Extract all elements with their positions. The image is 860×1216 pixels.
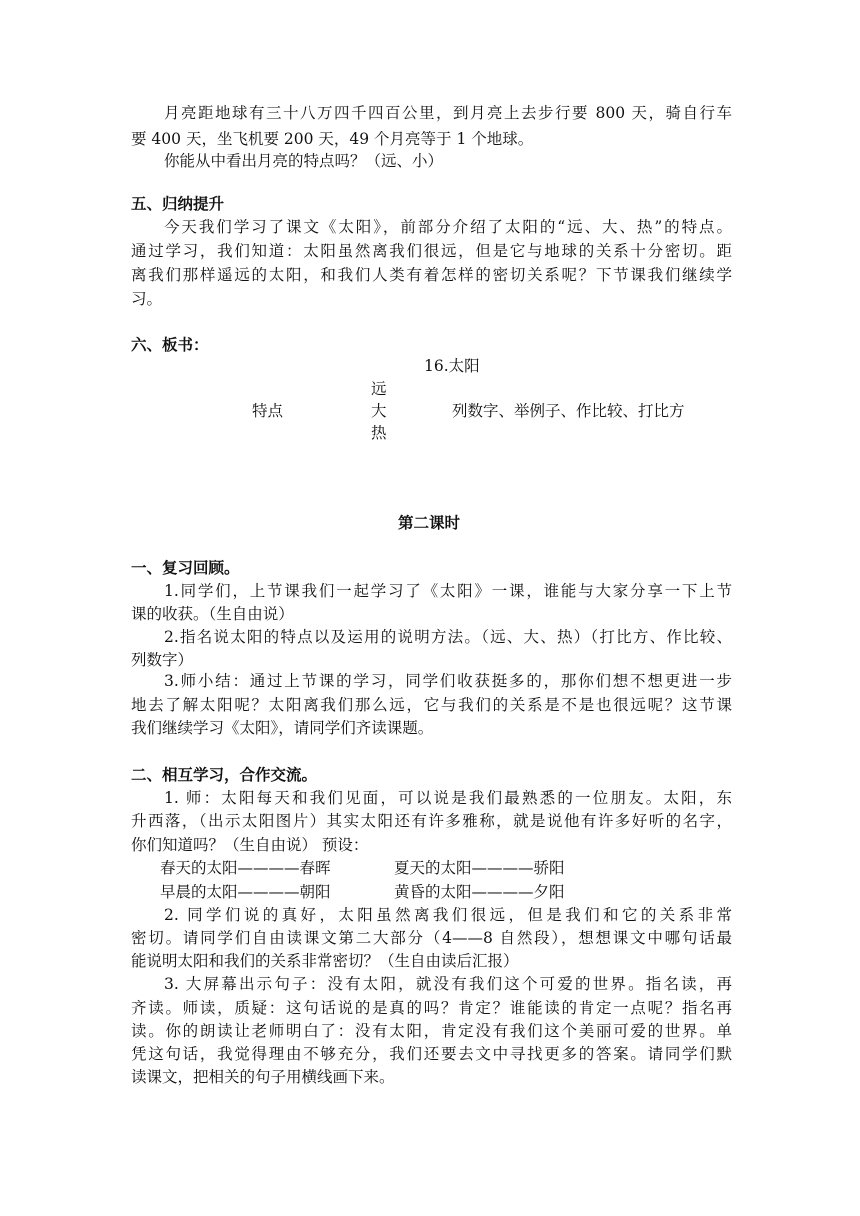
blackboard-item: 热 [371, 424, 387, 442]
paragraph-line: 月亮距地球有三十八万四千四百公里，到月亮上去步行要 800 天，骑自行车 [164, 104, 732, 122]
section-heading: 五、归纳提升 [131, 194, 225, 213]
paragraph-line: 你们知道吗？（生自由说） 预设： [131, 836, 369, 854]
name-pair: 黄昏的太阳————夕阳 [394, 883, 565, 901]
paragraph-line: 读课文，把相关的句子用横线画下来。 [131, 1068, 395, 1086]
paragraph-line: 课的收获。（生自由说） [131, 605, 294, 623]
blackboard-methods: 列数字、举例子、作比较、打比方 [452, 402, 685, 420]
paragraph-line: 1.同学们，上节课我们一起学习了《太阳》一课，谁能与大家分享一下上节 [164, 582, 732, 600]
name-pair: 春天的太阳————春晖 [160, 859, 331, 877]
paragraph-line: 地去了解太阳呢？太阳离我们那么远，它与我们的关系是不是也很远呢？这节课 [131, 696, 732, 714]
paragraph-line: 齐读。师读，质疑：这句话说的是真的吗？肯定？谁能读的肯定一点呢？指名再 [131, 999, 732, 1017]
blackboard-item: 远 [371, 380, 387, 398]
paragraph-line: 离我们那样遥远的太阳，和我们人类有着怎样的密切关系呢？下节课我们继续学 [131, 266, 732, 284]
paragraph-line: 今天我们学习了课文《太阳》，前部分介绍了太阳的“远、大、热”的特点。 [164, 218, 732, 236]
blackboard-label: 特点 [252, 402, 284, 420]
paragraph-line: 密切。请同学们自由读课文第二大部分（4——8 自然段），想想课文中哪句话最 [131, 929, 732, 947]
paragraph-line: 2. 同学们说的真好，太阳虽然离我们很远，但是我们和它的关系非常 [164, 906, 732, 924]
paragraph-line: 凭这句话，我觉得理由不够充分，我们还要去文中寻找更多的答案。请同学们默 [131, 1045, 732, 1063]
paragraph-line: 1. 师：太阳每天和我们见面，可以说是我们最熟悉的一位朋友。太阳，东 [164, 789, 732, 807]
paragraph-line: 要 400 天，坐飞机要 200 天，49 个月亮等于 1 个地球。 [131, 130, 534, 148]
paragraph-line: 你能从中看出月亮的特点吗？（远、小） [164, 152, 444, 170]
section-heading: 六、板书： [131, 335, 209, 354]
paragraph-line: 习。 [131, 290, 163, 308]
paragraph-line: 能说明太阳和我们的关系非常密切？（生自由读后汇报） [131, 952, 519, 970]
paragraph-line: 3.师小结：通过上节课的学习，同学们收获挺多的，那你们想不想更进一步 [164, 672, 732, 690]
name-pair: 早晨的太阳————朝阳 [160, 883, 331, 901]
paragraph-line: 列数字） [131, 651, 194, 669]
paragraph-line: 读。你的朗读让老师明白了：没有太阳，肯定没有我们这个美丽可爱的世界。单 [131, 1022, 732, 1040]
paragraph-line: 通过学习，我们知道：太阳虽然离我们很远，但是它与地球的关系十分密切。距 [131, 242, 732, 260]
blackboard-item: 大 [371, 402, 387, 420]
paragraph-line: 我们继续学习《太阳》，请同学们齐读课题。 [131, 719, 434, 737]
section-heading: 一、复习回顾。 [131, 558, 240, 577]
section-heading: 二、相互学习，合作交流。 [131, 765, 318, 784]
blackboard-title: 16.太阳 [424, 357, 480, 375]
paragraph-line: 2.指名说太阳的特点以及运用的说明方法。（远、大、热）（打比方、作比较、 [164, 628, 732, 646]
paragraph-line: 3. 大屏幕出示句子：没有太阳，就没有我们这个可爱的世界。指名读，再 [164, 975, 732, 993]
name-pair: 夏天的太阳————骄阳 [394, 859, 565, 877]
paragraph-line: 升西落，（出示太阳图片）其实太阳还有许多雅称，就是说他有许多好听的名字， [131, 812, 732, 830]
lesson-title: 第二课时 [398, 513, 461, 532]
